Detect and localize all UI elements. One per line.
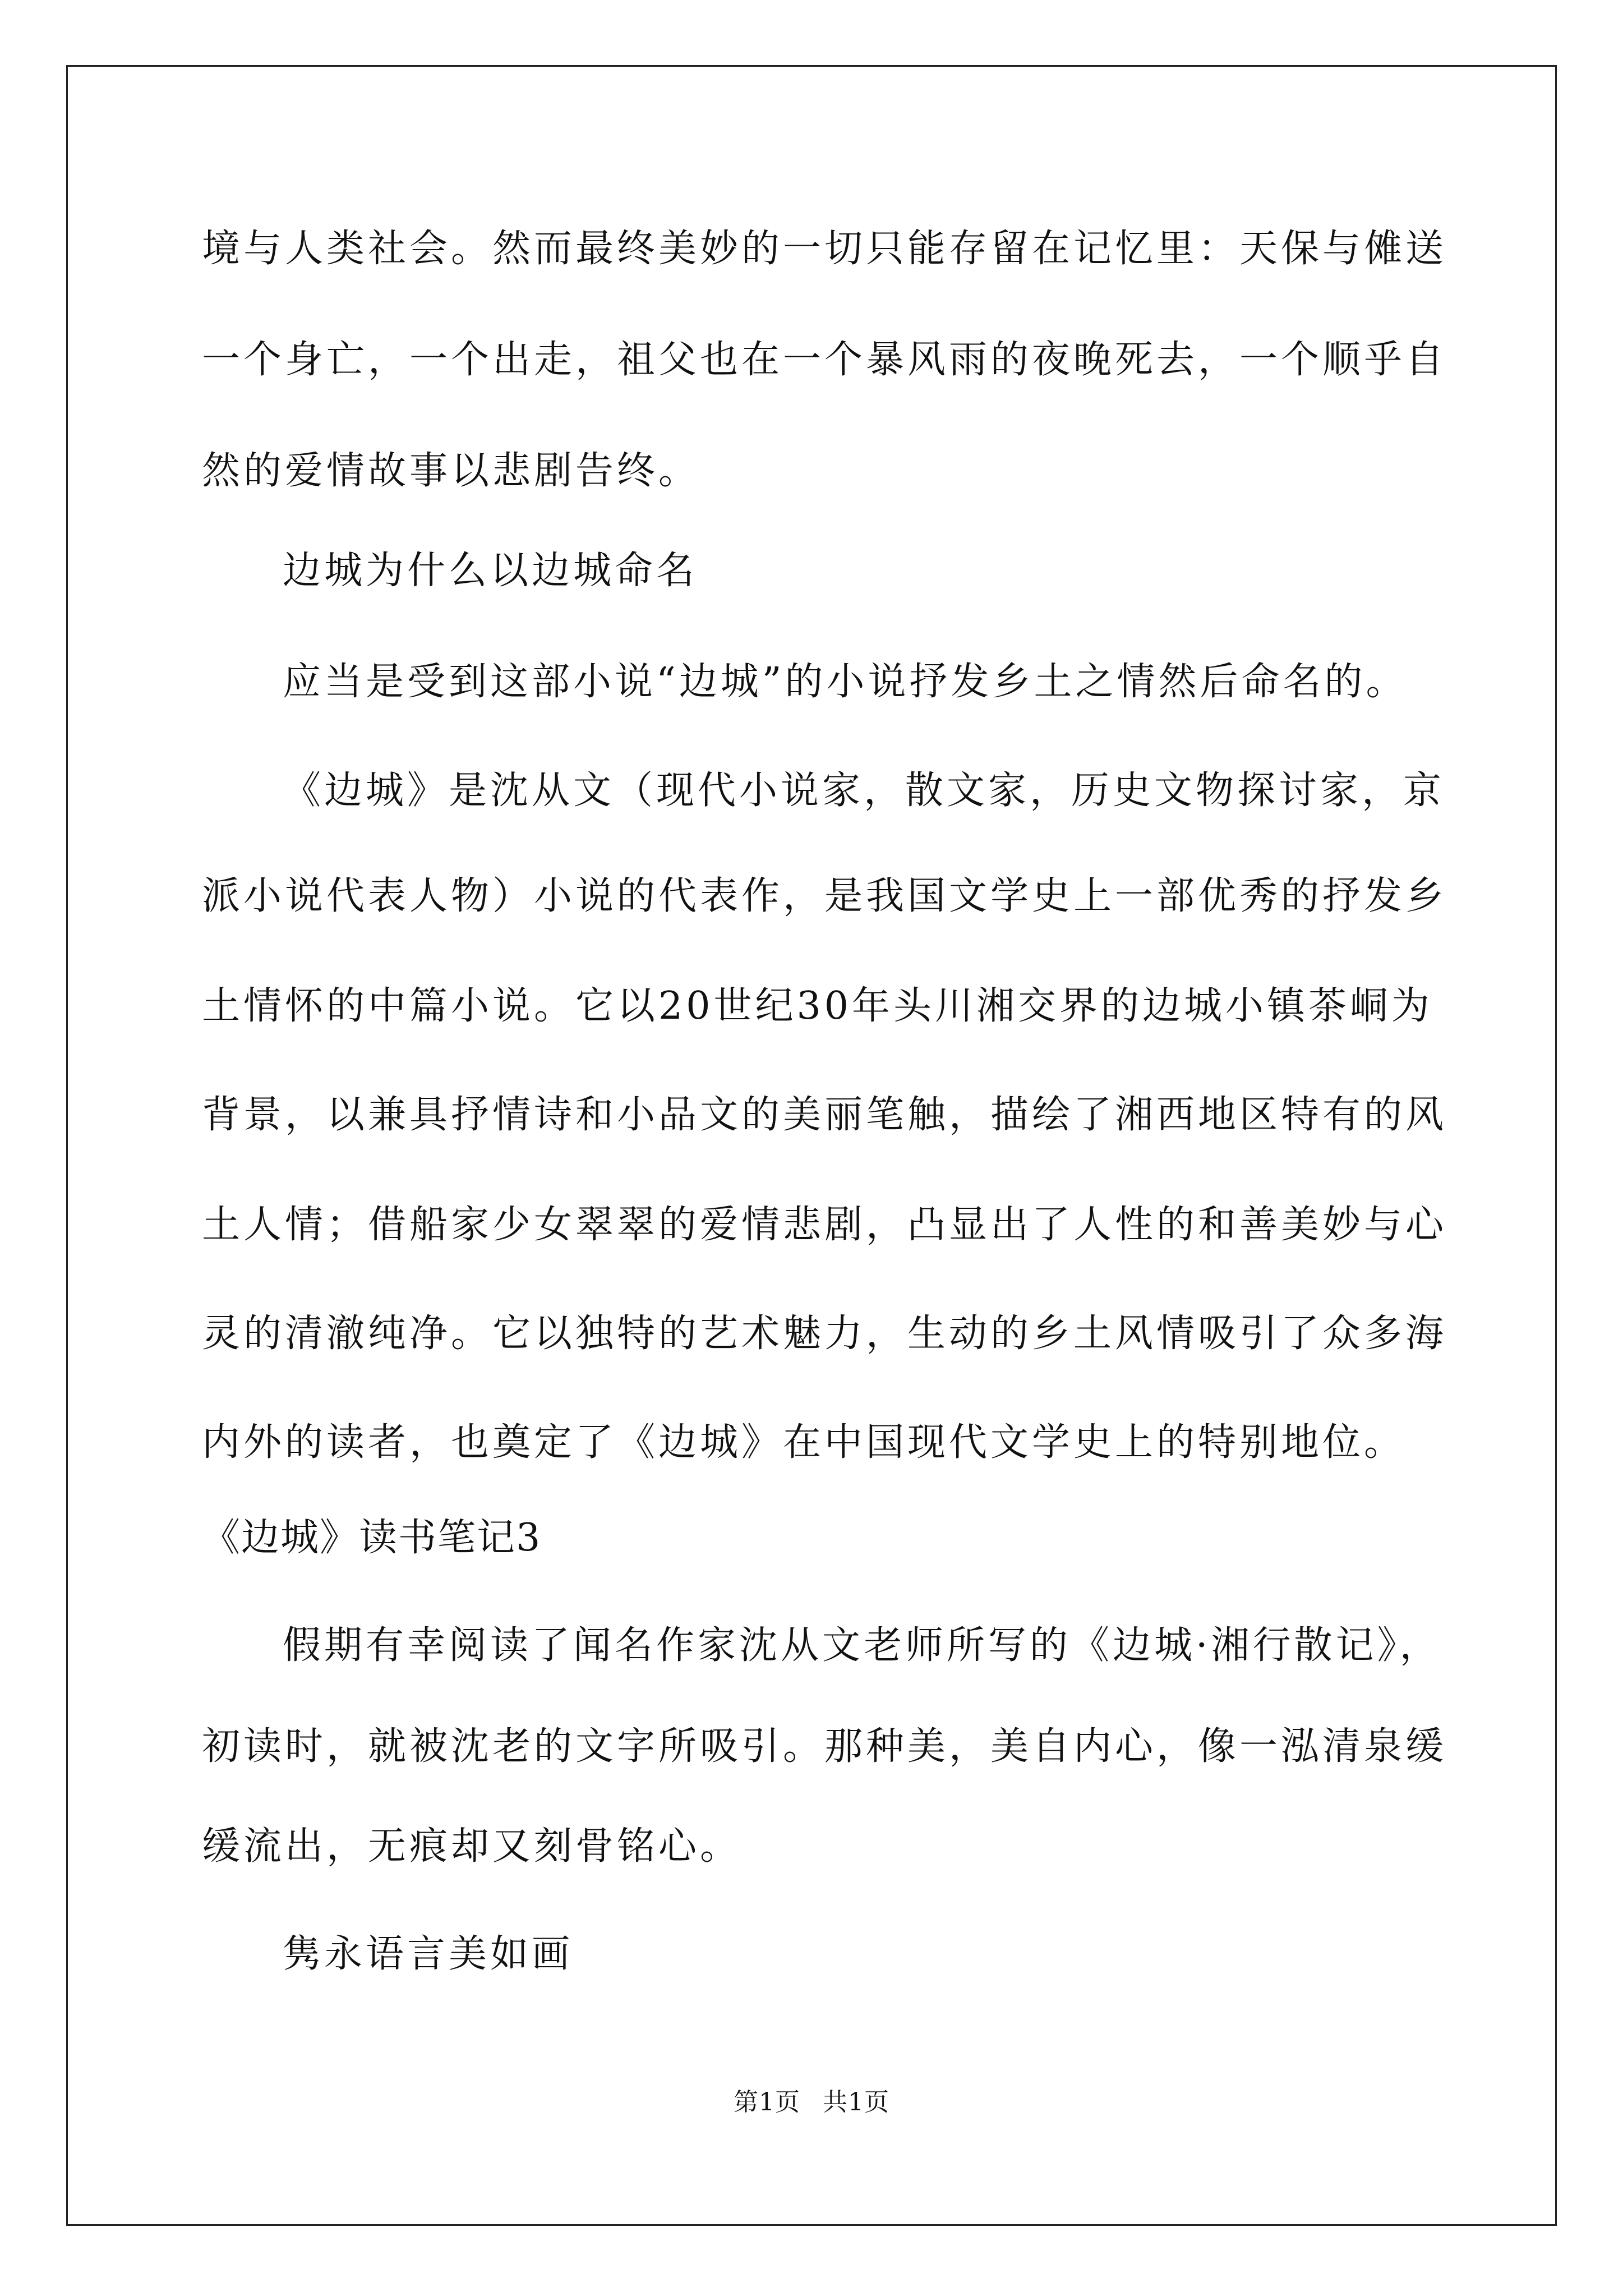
text-line: 假期有幸阅读了闻名作家沈从文老师所写的《边城·湘行散记》，: [283, 1623, 1441, 1668]
text-line: 缓流出，无痕却又刻骨铭心。: [202, 1824, 742, 1869]
page-frame: [66, 65, 1557, 2226]
page-number: 第1页: [734, 2088, 800, 2116]
page-footer: [0, 2086, 1623, 2119]
section-subheading: 边城为什么以边城命名: [283, 549, 698, 593]
text-line: 背景，以兼具抒情诗和小品文的美丽笔触，描绘了湘西地区特有的风: [202, 1093, 1447, 1137]
text-line: 灵的清澈纯净。它以独特的艺术魅力，生动的乡土风情吸引了众多海: [202, 1312, 1447, 1356]
text-line: 《边城》是沈从文（现代小说家，散文家，历史文物探讨家，京: [283, 769, 1445, 813]
text-line: 境与人类社会。然而最终美妙的一切只能存留在记忆里：天保与傩送: [202, 227, 1447, 271]
text-line: 一个身亡，一个出走，祖父也在一个暴风雨的夜晚死去，一个顺乎自: [202, 338, 1447, 382]
section-subheading: 隽永语言美如画: [283, 1932, 574, 1976]
text-line: 然的爱情故事以悲剧告终。: [202, 449, 700, 493]
section-heading: 《边城》读书笔记3: [202, 1516, 542, 1560]
text-line: 土情怀的中篇小说。它以20世纪30年头川湘交界的边城小镇茶峒为: [202, 984, 1433, 1028]
text-line: 土人情；借船家少女翠翠的爱情悲剧，凸显出了人性的和善美妙与心: [202, 1203, 1447, 1247]
text-line: 应当是受到这部小说“边城”的小说抒发乡土之情然后命名的。: [283, 660, 1408, 704]
text-line: 派小说代表人物）小说的代表作，是我国文学史上一部优秀的抒发乡: [202, 874, 1447, 918]
text-line: 初读时，就被沈老的文字所吸引。那种美，美自内心，像一泓清泉缓: [202, 1724, 1447, 1769]
text-line: 内外的读者，也奠定了《边城》在中国现代文学史上的特别地位。: [202, 1420, 1406, 1465]
page-total: 共1页: [823, 2088, 889, 2116]
